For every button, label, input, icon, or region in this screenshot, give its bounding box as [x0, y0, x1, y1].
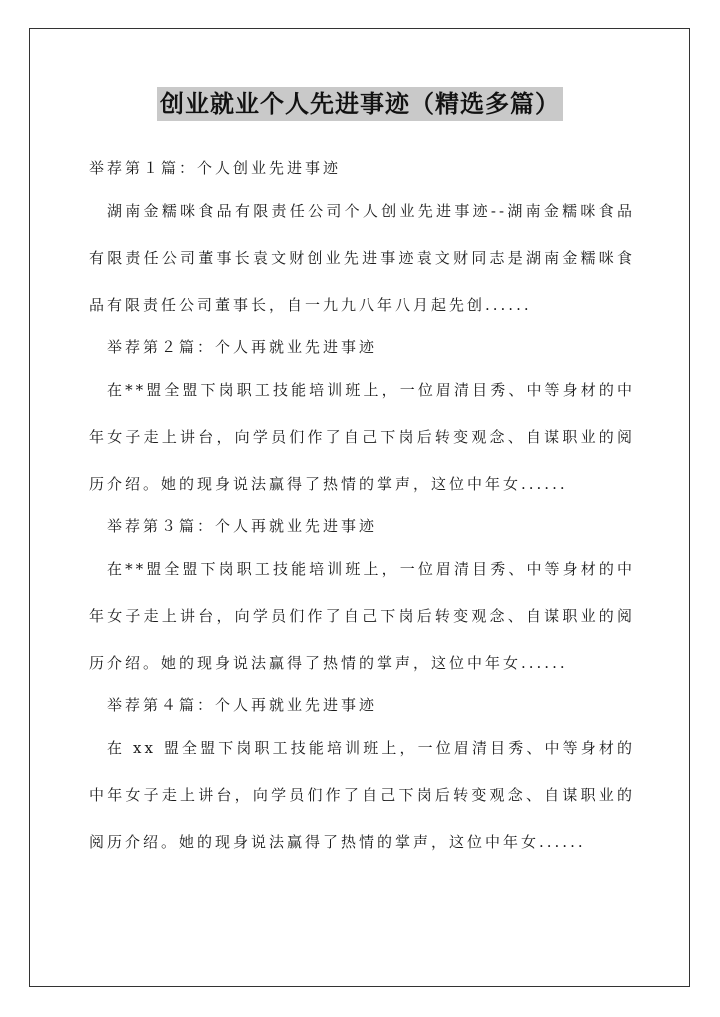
document-body — [89, 150, 635, 866]
section-4 — [89, 687, 635, 866]
section-paragraph: 在 xx 盟全盟下岗职工技能培训班上，一位眉清目秀、中等身材的中年女子走上讲台，向学员们作了自己下岗后转变观念、自谋职业的阅历介绍。她的现身说法赢得了热情的掌声，这位中年女...... — [89, 739, 635, 851]
document-title: 创业就业个人先进事迹（精选多篇） — [157, 87, 563, 121]
title-container — [0, 87, 720, 121]
section-paragraph: 湖南金糯咪食品有限责任公司个人创业先进事迹--湖南金糯咪食品有限责任公司董事长袁文财创业先进事迹袁文财同志是湖南金糯咪食品有限责任公司董事长，自一九九八年八月起先创...... — [89, 202, 635, 314]
section-heading: 举荐第３篇：个人再就业先进事迹 — [107, 517, 378, 535]
section-heading: 举荐第２篇：个人再就业先进事迹 — [107, 338, 378, 356]
section-2 — [89, 329, 635, 508]
section-heading: 举荐第１篇：个人创业先进事迹 — [89, 159, 342, 177]
section-paragraph: 在**盟全盟下岗职工技能培训班上，一位眉清目秀、中等身材的中年女子走上讲台，向学员们作了自己下岗后转变观念、自谋职业的阅历介绍。她的现身说法赢得了热情的掌声，这位中年女...... — [89, 381, 635, 493]
section-1 — [89, 150, 635, 329]
section-paragraph: 在**盟全盟下岗职工技能培训班上，一位眉清目秀、中等身材的中年女子走上讲台，向学员们作了自己下岗后转变观念、自谋职业的阅历介绍。她的现身说法赢得了热情的掌声，这位中年女...... — [89, 560, 635, 672]
section-heading: 举荐第４篇：个人再就业先进事迹 — [107, 696, 378, 714]
section-3 — [89, 508, 635, 687]
